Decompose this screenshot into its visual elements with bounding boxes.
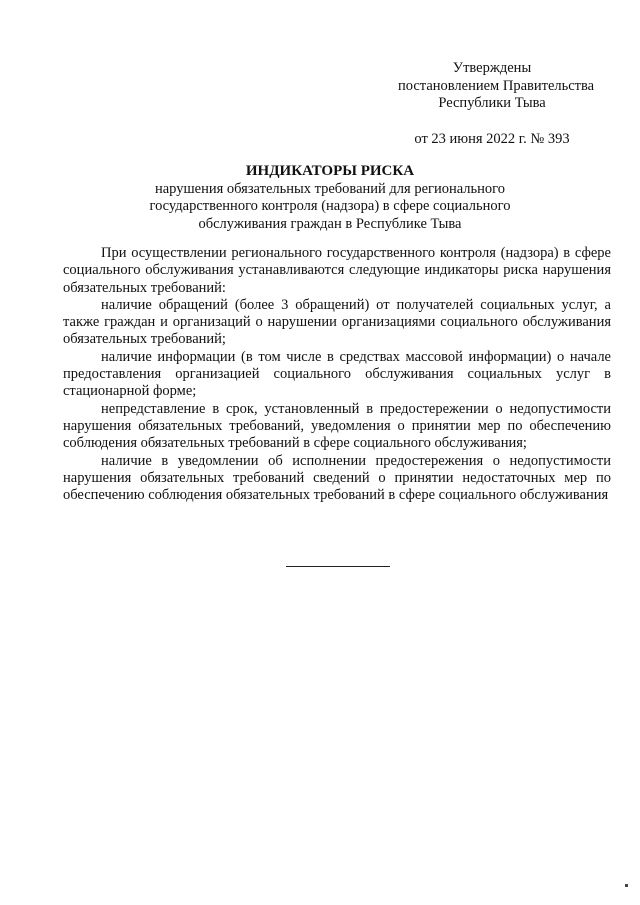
document-title (110, 163, 550, 233)
title-subtitle-line-1: нарушения обязательных требований для регионального (154, 180, 506, 197)
approval-line-3: Республики Тыва (438, 95, 546, 111)
title-main: ИНДИКАТОРЫ РИСКА (245, 163, 415, 179)
scan-mark (625, 884, 628, 887)
end-divider (286, 566, 390, 567)
indicator-item-2: наличие информации (в том числе в средствах массовой информации) о начале предоставления организацией социального обслуживания социальных услуг в стационарной форме; (63, 348, 611, 400)
approval-line-1: Утверждены (452, 60, 532, 76)
title-subtitle-line-2: государственного контроля (надзора) в сфере социального (149, 198, 511, 214)
indicator-item-4: наличие в уведомлении об исполнении предостережения о недопустимости нарушения обязательных требований сведений о принятии недостаточных мер по обеспечению соблюдения обязательных требований в сфере социального обслуживания (63, 452, 611, 504)
indicator-item-1: наличие обращений (более 3 обращений) от получателей социальных услуг, а также граждан и организаций о нарушении организациями социального обслуживания обязательных требований; (63, 296, 611, 348)
approval-stamp (398, 60, 595, 148)
title-subtitle-line-3: обслуживания граждан в Республике Тыва (198, 215, 462, 232)
indicator-item-3: непредставление в срок, установленный в предостережении о недопустимости нарушения обязательных требований, уведомления о принятии мер по обеспечению соблюдения обязательных требований в сфере социального обслуживания; (63, 400, 611, 452)
approval-line-2: постановлением Правительства (398, 77, 595, 94)
intro-paragraph: При осуществлении регионального государственного контроля (надзора) в сфере социального обслуживания устанавливаются следующие индикаторы риска нарушения обязательных требований: (63, 245, 611, 296)
approval-date: от 23 июня 2022 г. № 393 (414, 130, 570, 147)
document-body (63, 245, 611, 504)
